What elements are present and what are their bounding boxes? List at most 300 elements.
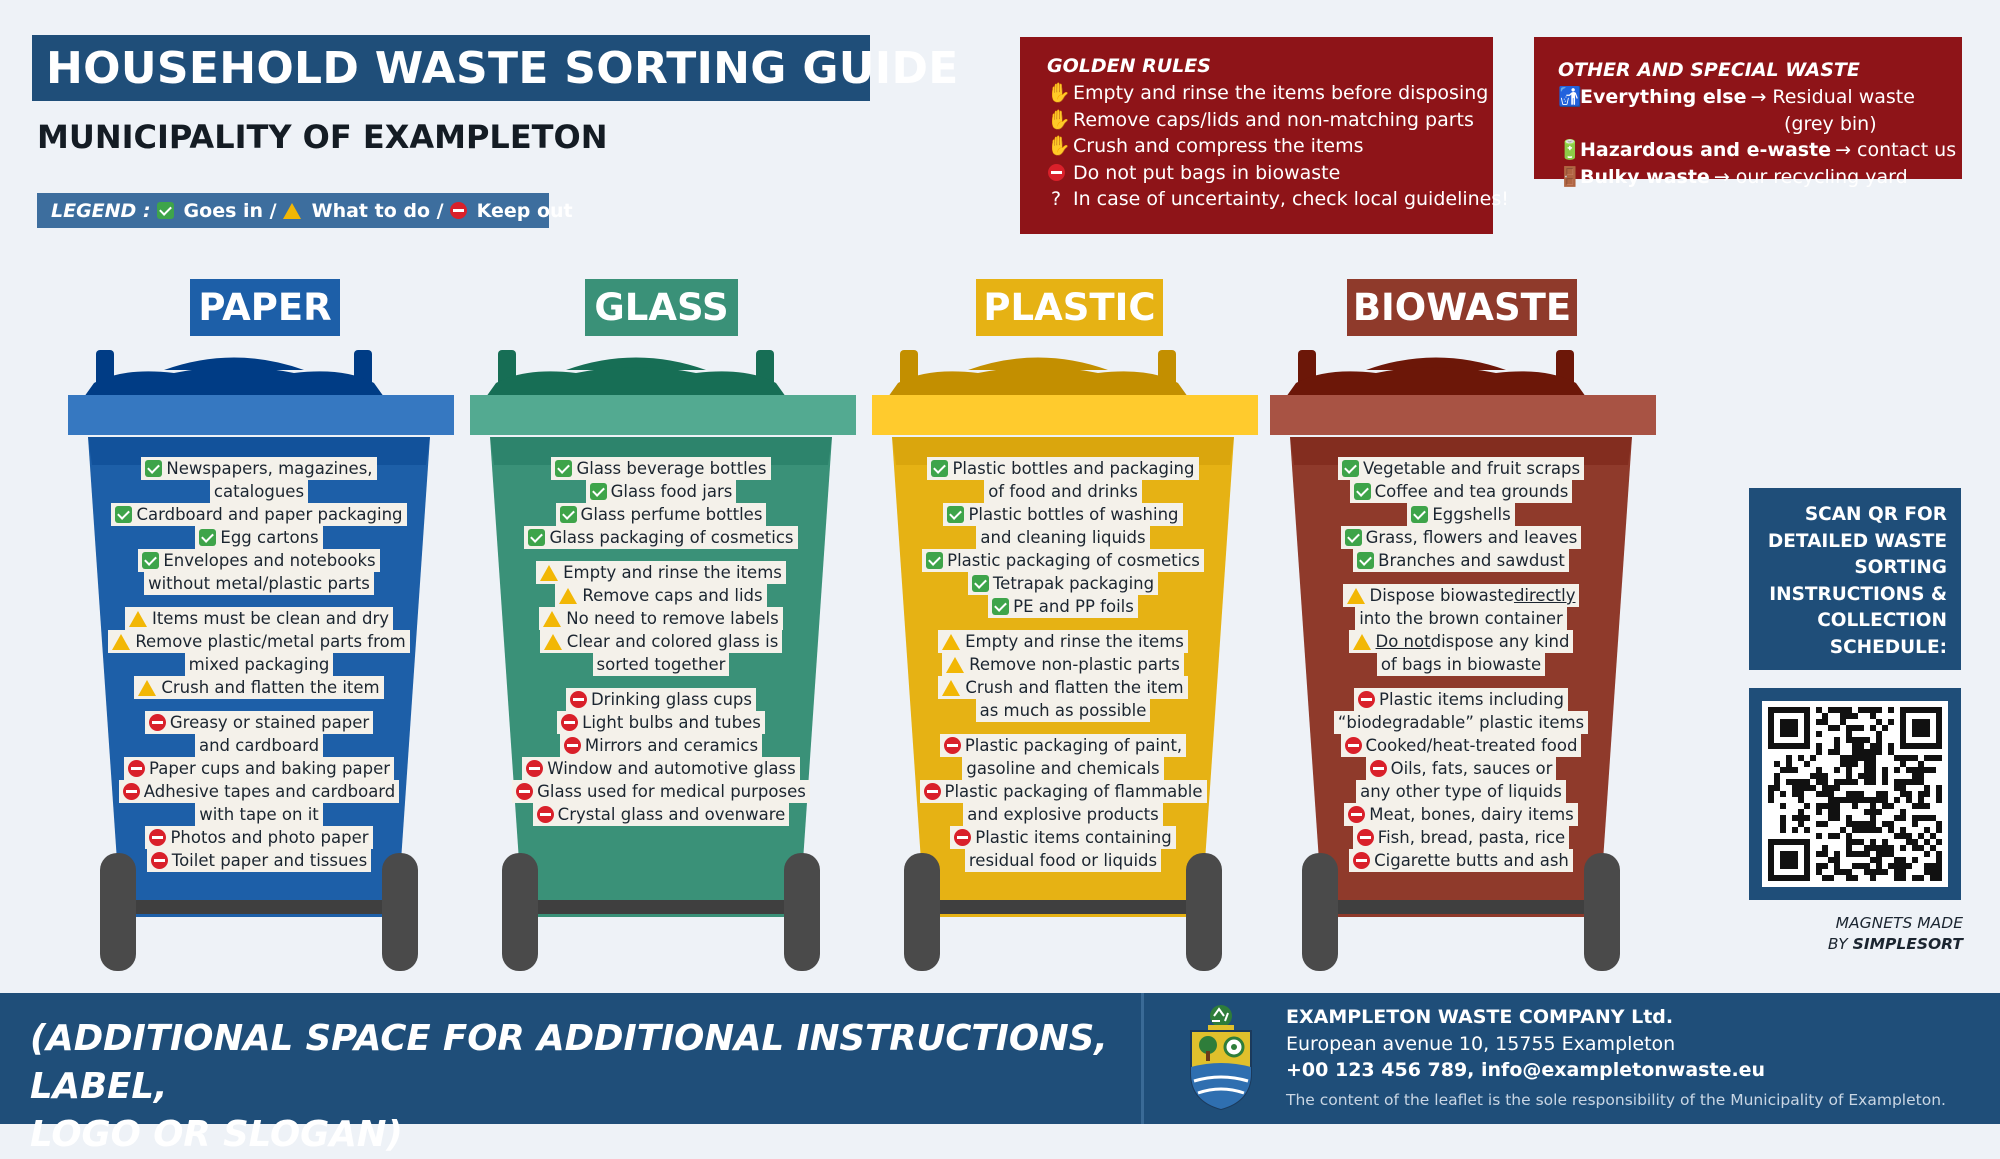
company-address: European avenue 10, 15755 Exampleton [1286,1032,1676,1055]
legend-keep-out: Keep out [476,199,573,222]
what-to-do-list [1343,584,1580,676]
bin-item-line [566,688,756,711]
list-item [557,711,765,734]
bin-item-line [524,526,797,549]
no-entry-icon [123,783,140,800]
bin-lid-top [84,367,384,397]
list-item [1343,584,1580,630]
list-item [920,780,1207,826]
bin-item-line [1353,826,1569,849]
no-entry-icon [561,714,578,731]
warning-icon [1347,588,1365,604]
bin-item-text: Vegetable and fruit scraps [1362,459,1581,478]
warning-icon [543,611,561,627]
wardrobe-icon: 🚪 [1558,165,1582,188]
bin-lid [872,395,1258,435]
no-entry-icon [570,691,587,708]
qr-finder-center [1912,719,1930,737]
bulky-dest: → our recycling yard [1713,165,1908,188]
no-entry-icon [151,852,168,869]
list-item [1407,503,1514,526]
bin-item-line [988,595,1138,618]
list-item [968,572,1158,595]
bin-item-text: PE and PP foils [1013,597,1134,616]
warning-icon [283,203,301,219]
bin-item-line [195,526,322,549]
bin-item-line [1349,849,1573,872]
list-item [555,584,766,607]
bin-item-line [556,503,767,526]
keep-out-list [119,711,400,872]
other-waste-panel [1534,37,1962,188]
no-entry-icon [954,829,971,846]
bin-item-line [108,630,409,653]
list-item [1349,849,1573,872]
bin-item-text: Grass, flowers and leaves [1365,528,1578,547]
keep-out-list [512,688,810,826]
bin-item-line [920,780,1207,803]
bin-lid-top [486,367,786,397]
golden-rule: In case of uncertainty, check local guidelines! [1073,188,1509,211]
bin-item-text: mixed packaging [188,655,330,674]
list-item [111,503,406,526]
bin-item-text: Window and automotive glass [547,759,796,778]
bin-item-text: Egg cartons [220,528,319,547]
list-item [556,503,767,526]
list-item [147,849,371,872]
bin-item-line [943,503,1182,526]
bin-items [888,457,1238,872]
list-item [540,630,783,676]
bin-item-line [1334,711,1588,734]
bin-item-line [560,734,762,757]
warning-icon [129,611,147,627]
bin-item-line [144,572,374,595]
bin-item-text: any other type of liquids [1360,782,1562,801]
bin-item-text: of food and drinks [988,482,1138,501]
bin-item-line [586,480,737,503]
qr-caption-line: COLLECTION [1817,610,1947,632]
bin-item-text: residual food or liquids [968,851,1158,870]
list-item [927,457,1198,503]
warning-icon [540,565,558,581]
goes-in-list [524,457,797,549]
bin-item-text: Glass used for medical purposes [537,782,806,801]
hazardous-dest: → contact us [1835,139,1957,162]
bin-item-line [111,503,406,526]
biowaste-bin-title: BIOWASTE [1347,279,1577,336]
golden-rules-panel [1020,37,1509,234]
bin-item-line [141,457,376,480]
bin-item-line [210,480,308,503]
bin-item-text: No need to remove labels [566,609,779,628]
qr-code[interactable] [1749,688,1961,900]
bin-item-text: catalogues [213,482,305,501]
bin-item-line [938,676,1187,699]
bin-item-text: Light bulbs and tubes [582,713,761,732]
bin-item-text: Remove non-plastic parts [969,655,1180,674]
list-item [145,711,373,757]
bin-item-text: of bags in biowaste [1380,655,1542,674]
goes-in-list [1338,457,1584,572]
warning-icon [946,657,964,673]
list-item [119,780,400,826]
list-item [942,653,1184,676]
list-item [988,595,1138,618]
check-icon [1411,506,1428,523]
legend-what-to-do: What to do / [311,199,444,222]
bin-item-line [145,711,373,734]
check-icon [1354,483,1371,500]
no-entry-icon [1348,806,1365,823]
bin-lid [1270,395,1656,435]
bin-item-text: Cardboard and paper packaging [136,505,403,524]
golden-rules-heading: GOLDEN RULES [1047,55,1211,77]
bin-item-line [512,780,810,803]
bin-item-text: Branches and sawdust [1378,551,1565,570]
what-to-do-list [938,630,1188,722]
bin-lid [470,395,856,435]
list-item [124,757,394,780]
warning-icon [942,680,960,696]
bin-item-text: and cleaning liquids [980,528,1146,547]
bin-item-text: Glass packaging of cosmetics [549,528,794,547]
bin-items [84,457,434,872]
company-name: EXAMPLETON WASTE COMPANY Ltd. [1286,1006,1674,1028]
warning-icon [112,634,130,650]
bin-item-text: Tetrapak packaging [992,574,1155,593]
bin-item-text: Empty and rinse the items [563,563,782,582]
raised-hand-icon: ✋ [1047,108,1071,131]
bin-item-text: Remove plastic/metal parts from [135,632,406,651]
bin-item-line [593,653,730,676]
everything-else-dest: → Residual waste [1750,86,1915,108]
qr-caption-line: SORTING [1854,557,1947,579]
list-item [1338,457,1584,480]
list-item [560,734,762,757]
qr-caption-line: SCHEDULE: [1829,636,1947,658]
bin-item-line [927,457,1198,480]
check-icon [199,529,216,546]
bin-item-line [551,457,770,480]
slogan-line: LOGO OR SLOGAN) [30,1114,403,1155]
list-item [524,526,797,549]
bin-item-text: Remove caps and lids [582,586,763,605]
list-item [195,526,322,549]
bin-item-text: Plastic items including [1379,690,1564,709]
list-item [943,503,1182,549]
plastic-bin [868,345,1258,975]
qr-caption-line: INSTRUCTIONS & [1769,583,1947,605]
golden-rule: Empty and rinse the items before disposing [1073,82,1489,104]
bin-wheel [784,853,820,971]
check-icon [926,552,943,569]
bin-item-text: Eggshells [1432,505,1511,524]
bin-lid [68,395,454,435]
bin-item-line [1354,688,1568,711]
check-icon [972,575,989,592]
bin-item-text: Plastic bottles of washing [968,505,1179,524]
keep-out-list [1334,688,1588,872]
bin-item-text: and cardboard [198,736,320,755]
bin-item-text: Glass food jars [610,482,733,501]
legend-label: LEGEND : [51,199,151,222]
credit-by: BY [1827,935,1848,953]
bin-item-line [147,849,371,872]
bin-item-line [533,803,790,826]
warning-icon [138,680,156,696]
qr-finder-center [1780,719,1798,737]
qr-caption [1749,488,1961,670]
bin-item-text: and explosive products [967,805,1159,824]
check-icon [560,506,577,523]
no-entry-icon [944,737,961,754]
paper-bin [64,345,454,975]
bin-item-text: into the brown container [1359,609,1563,628]
bin-item-line [1407,503,1514,526]
warning-icon [1353,634,1371,650]
bin-item-line [145,826,372,849]
bin-item-text: gasoline and chemicals [966,759,1160,778]
bin-item-text: without metal/plastic parts [148,574,370,593]
warning-icon [942,634,960,650]
credit [1749,913,1963,955]
bin-item-line [963,803,1162,826]
bin-item-text: Fish, bread, pasta, rice [1377,828,1566,847]
no-entry-icon [1353,852,1370,869]
bin-item-text: Toilet paper and tissues [171,851,368,870]
no-entry-icon [526,760,543,777]
list-item [522,757,799,780]
company-contact[interactable]: +00 123 456 789, info@exampletonwaste.eu [1286,1059,1766,1081]
no-entry-icon [537,806,554,823]
bin-wheel [502,853,538,971]
bin-item-text: Items must be clean and dry [151,609,390,628]
bin-item-line [134,676,383,699]
bin-item-text: Crystal glass and ovenware [557,805,786,824]
bin-item-line [536,561,786,584]
list-item [125,607,393,630]
bin-item-text: Empty and rinse the items [965,632,1184,651]
bin-item-text: Glass beverage bottles [576,459,767,478]
bin-item-text: Plastic packaging of flammable [944,782,1203,801]
bin-lid-top [888,367,1188,397]
bin-item-text: Glass perfume bottles [580,505,763,524]
keep-out-list [920,734,1207,872]
trash-icon: 🚮 [1558,86,1582,108]
raised-hand-icon: ✋ [1047,82,1071,104]
check-icon [528,529,545,546]
bin-item-text: Crush and flatten the item [965,678,1184,697]
list-item [141,457,376,503]
warning-icon [559,588,577,604]
bin-item-text: Newspapers, magazines, [166,459,373,478]
bin-item-line [1338,457,1584,480]
list-item [551,457,770,480]
goes-in-list [111,457,406,595]
list-item [145,826,372,849]
list-item [108,630,409,676]
everything-else-label: Everything else [1580,86,1747,108]
bin-item-line [938,630,1188,653]
bin-item-line [1366,757,1557,780]
check-icon [947,506,964,523]
list-item [922,549,1204,572]
page-title: HOUSEHOLD WASTE SORTING GUIDE [32,35,870,101]
bin-item-line [124,757,394,780]
check-icon [145,460,162,477]
glass-bin [466,345,856,975]
legend-goes-in: Goes in / [183,199,277,222]
credit-line: MAGNETS MADE [1835,914,1963,932]
bin-item-line [1350,480,1573,503]
bin-item-line [940,734,1186,757]
no-entry-icon [516,783,533,800]
no-entry-icon [128,760,145,777]
bin-item-text: Oils, fats, sauces or [1390,759,1553,778]
bin-item-line [195,803,323,826]
bin-item-line [557,711,765,734]
footer [0,993,2000,1155]
no-entry-icon [1358,691,1375,708]
bin-item-line [968,572,1158,595]
bin-item-text: Crush and flatten the item [161,678,380,697]
list-item [940,734,1186,780]
bin-item-line [976,526,1149,549]
golden-rule: Do not put bags in biowaste [1073,161,1341,184]
bin-item-line [125,607,393,630]
check-icon [992,598,1009,615]
biowaste-bin [1266,345,1656,975]
bin-item-line [540,630,783,653]
legend [37,193,573,228]
list-item [1349,630,1574,676]
list-item [533,803,790,826]
bin-item-text: Plastic packaging of cosmetics [947,551,1200,570]
list-item [586,480,737,503]
bin-item-text: Photos and photo paper [170,828,369,847]
bin-item-text: as much as possible [979,701,1147,720]
no-entry-icon [924,783,941,800]
bin-item-line [962,757,1163,780]
bin-item-line [1343,584,1580,607]
bin-item-text: Paper cups and baking paper [149,759,390,778]
check-icon [142,552,159,569]
bin-item-line [522,757,799,780]
bin-item-line [185,653,334,676]
list-item [1341,526,1582,549]
paper-bin-title: PAPER [190,279,340,336]
check-icon [931,460,948,477]
golden-rule: Remove caps/lids and non-matching parts [1073,108,1474,131]
bin-item-line [976,699,1151,722]
check-icon [555,460,572,477]
list-item [536,561,786,584]
list-item [1344,803,1578,826]
no-entry-icon [450,202,467,219]
qr-code-image [1762,701,1948,887]
bin-axle [118,900,408,914]
raised-hand-icon: ✋ [1047,135,1071,158]
bin-item-line [539,607,782,630]
no-entry-icon [149,714,166,731]
disclaimer: The content of the leaflet is the sole responsibility of the Municipality of Exampleton. [1286,1090,1946,1109]
what-to-do-list [108,607,409,699]
list-item [938,630,1188,653]
bin-item-text: Clear and colored glass is [566,632,779,651]
check-icon [1345,529,1362,546]
check-icon [1357,552,1374,569]
bin-item-line [1341,526,1582,549]
bin-item-text: Plastic packaging of paint, [964,736,1183,755]
battery-icon: 🔋 [1558,139,1582,162]
bin-item-text: Dispose biowaste [1369,586,1514,605]
bin-item-line [1377,653,1545,676]
plastic-bin-title: PLASTIC [976,279,1163,336]
no-entry-icon [149,829,166,846]
credit-line [1749,934,1963,955]
bin-item-text: Mirrors and ceramics [584,736,759,755]
no-entry-icon [1370,760,1387,777]
list-item [1353,549,1569,572]
bin-item-text: with tape on it [199,805,319,824]
bin-items [1286,457,1636,872]
bin-item-emphasis: Do not [1375,632,1431,651]
credit-brand: SIMPLESORT [1852,935,1963,953]
bin-item-line [138,549,379,572]
bin-item-line [1353,549,1569,572]
warning-icon [544,634,562,650]
list-item [566,688,756,711]
qr-caption-line: SCAN QR FOR [1804,504,1947,525]
bin-item-text: Cigarette butts and ash [1374,851,1569,870]
bin-item-text: Drinking glass cups [590,690,753,709]
no-entry-icon [1047,160,1065,187]
list-item [539,607,782,630]
bin-item-text: sorted together [596,655,726,674]
goes-in-list [922,457,1204,618]
qr-caption-line: DETAILED WASTE [1767,530,1947,552]
list-item [1350,480,1573,503]
bin-axle [1320,900,1610,914]
company-info [1286,1004,1986,1113]
list-item [938,676,1187,722]
list-item [1353,826,1569,849]
golden-rule: Crush and compress the items [1073,135,1364,158]
no-entry-icon [564,737,581,754]
what-to-do-list [536,561,786,676]
question-icon: ? [1050,188,1062,211]
bin-lid-top [1286,367,1586,397]
bin-item-line [942,653,1184,676]
bin-item-line [965,849,1161,872]
bin-item-line [922,549,1204,572]
bin-item-text: Adhesive tapes and cardboard [143,782,396,801]
page-subtitle: MUNICIPALITY OF EXAMPLETON [37,118,608,156]
bin-item-line [1349,630,1574,653]
check-icon [590,483,607,500]
no-entry-icon [1357,829,1374,846]
bin-item-text: Plastic bottles and packaging [952,459,1195,478]
glass-bin-title: GLASS [585,279,738,336]
bin-item-text: Cooked/heat-treated food [1365,736,1578,755]
list-item [1341,734,1582,757]
other-waste-heading: OTHER AND SPECIAL WASTE [1558,59,1860,81]
no-entry-icon [1345,737,1362,754]
bin-axle [520,900,810,914]
bin-item-line [984,480,1142,503]
bin-item-text: Greasy or stained paper [169,713,370,732]
